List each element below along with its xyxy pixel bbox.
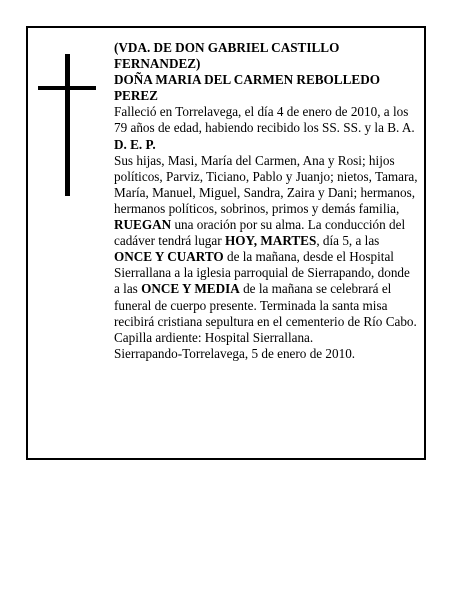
departure-time: ONCE Y CUARTO: [114, 249, 224, 265]
ceremony-details: [114, 217, 418, 346]
ceremony-day: HOY, MARTES: [224, 233, 317, 249]
departure-rest: de la mañana, desde el Hospital Sierrallana a la iglesia parroquial de Sierrapando, donde a las: [114, 249, 410, 297]
deceased-name: DOÑA MARIA DEL CARMEN REBOLLEDO PEREZ: [114, 72, 380, 104]
cross-icon: [38, 54, 96, 196]
rip-line: D. E. P.: [114, 136, 156, 152]
ruegan-word: RUEGAN: [114, 217, 172, 233]
death-info: Falleció en Torrelavega, el día 4 de enero de 2010, a los 79 años de edad, habiendo recibido los SS. SS. y la B. A.: [114, 104, 415, 136]
funeral-time: ONCE Y MEDIA: [141, 281, 240, 297]
ruegan-rest: una oración por su alma. La conducción del cadáver tendrá lugar: [114, 217, 406, 249]
ceremony-day-rest: , día 5, a las: [316, 233, 380, 249]
cross-horizontal-bar: [38, 86, 96, 90]
funeral-rest: de la mañana se celebrará el funeral de cuerpo presente. Terminada la santa misa recibirá cristiana sepultura en el cementerio de Río Cabo. Capilla ardiente: Hospital Sierrallana.: [114, 281, 417, 345]
family-list: Sus hijas, Masi, María del Carmen, Ana y Rosi; hijos políticos, Parviz, Ticiano, Pablo y Juanjo; nietos, Tamara, María, Manuel, Miguel, Sandra, Zaira y Dani; hermanos, hermanos políticos, sobrinos, primos y demás familia,: [114, 152, 418, 216]
obituary-text: [114, 40, 418, 362]
place-date: Sierrapando-Torrelavega, 5 de enero de 2010.: [114, 345, 356, 361]
former-spouse-line: (VDA. DE DON GABRIEL CASTILLO FERNANDEZ): [114, 40, 340, 72]
cross-vertical-bar: [65, 54, 70, 196]
